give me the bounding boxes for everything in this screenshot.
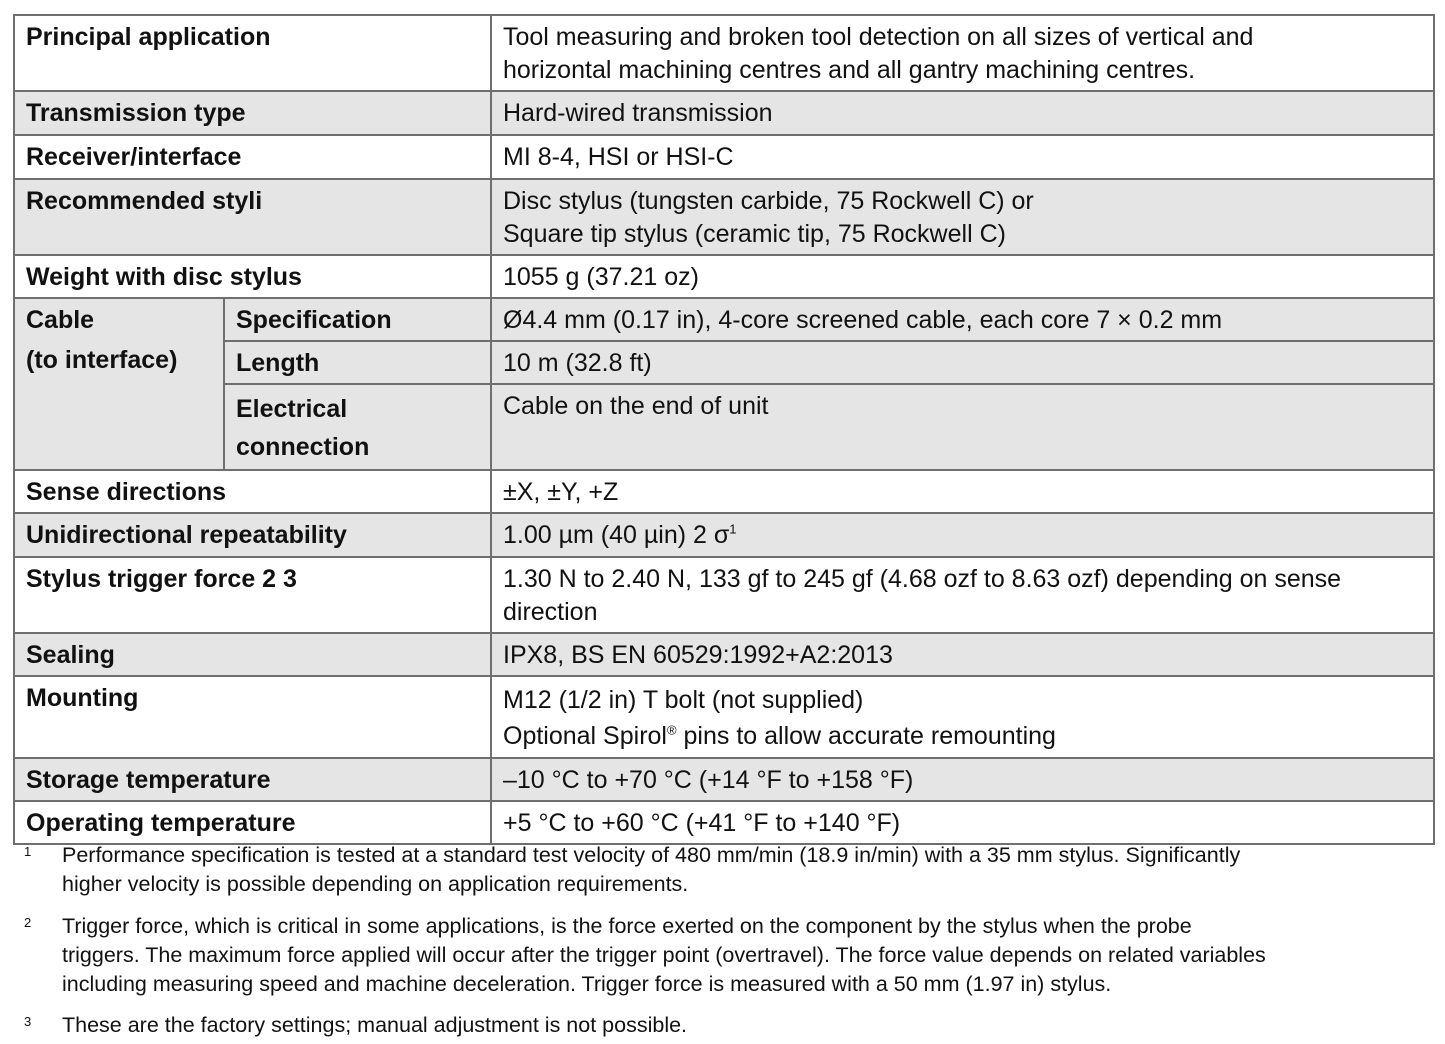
row-label: Sealing	[14, 633, 491, 676]
row-label: Weight with disc stylus	[14, 255, 491, 298]
row-value: –10 °C to +70 °C (+14 °F to +158 °F)	[491, 758, 1434, 801]
row-value: 10 m (32.8 ft)	[491, 341, 1434, 384]
value-line	[503, 718, 1423, 754]
specification-table	[13, 14, 1435, 845]
row-label: Stylus trigger force 2 3	[14, 557, 491, 633]
value-line: 1.30 N to 2.40 N, 133 gf to 245 gf (4.68 ozf to 8.63 ozf) depending on sense	[503, 565, 1342, 593]
footnote-number: 2	[24, 915, 32, 930]
footnote-line: including measuring speed and machine deceleration. Trigger force is measured with a 50 mm (1.97 in) stylus.	[62, 972, 1112, 996]
row-label: Principal application	[14, 15, 491, 91]
row-label: Operating temperature	[14, 801, 491, 844]
footnote	[24, 841, 1424, 899]
sub-label: Specification	[224, 298, 491, 341]
row-value	[491, 179, 1434, 255]
table-row	[14, 557, 1434, 633]
row-value: MI 8-4, HSI or HSI-C	[491, 135, 1434, 179]
row-label: Unidirectional repeatability	[14, 513, 491, 557]
table-row	[14, 91, 1434, 135]
cable-label-line: (to interface)	[26, 346, 178, 374]
row-value: IPX8, BS EN 60529:1992+A2:2013	[491, 633, 1434, 676]
row-value: Cable on the end of unit	[491, 384, 1434, 470]
footnote-number: 3	[24, 1014, 32, 1029]
row-label: Mounting	[14, 676, 491, 758]
row-value	[491, 676, 1434, 758]
table-row	[14, 676, 1434, 758]
footnote-line: Performance specification is tested at a standard test velocity of 480 mm/min (18.9 in/min) with a 35 mm stylus. Significantly	[62, 843, 1241, 867]
row-label: Transmission type	[14, 91, 491, 135]
value-line: horizontal machining centres and all gantry machining centres.	[503, 56, 1196, 84]
value-line: Tool measuring and broken tool detection on all sizes of vertical and	[503, 23, 1254, 51]
row-label: Receiver/interface	[14, 135, 491, 179]
table-row	[14, 15, 1434, 91]
value-text: 1.00 µm (40 µin) 2 σ	[503, 521, 730, 549]
sub-label	[224, 384, 491, 470]
value-line: direction	[503, 598, 598, 626]
value-line: M12 (1/2 in) T bolt (not supplied)	[503, 686, 864, 714]
table-row	[14, 298, 1434, 341]
value-text: pins to allow accurate remounting	[676, 722, 1056, 750]
sub-label-line: connection	[236, 433, 370, 461]
sub-label: Length	[224, 341, 491, 384]
footnote-line: These are the factory settings; manual adjustment is not possible.	[62, 1013, 688, 1037]
row-value: ±X, ±Y, +Z	[491, 470, 1434, 513]
table-row	[14, 255, 1434, 298]
footnote-number: 1	[24, 844, 32, 859]
table-row	[14, 135, 1434, 179]
row-value	[491, 15, 1434, 91]
table-row	[14, 341, 1434, 384]
footnote-line: triggers. The maximum force applied will occur after the trigger point (overtravel). The force value depends on related variables	[62, 943, 1266, 967]
row-label: Storage temperature	[14, 758, 491, 801]
table-row	[14, 384, 1434, 470]
table-row	[14, 470, 1434, 513]
row-value: +5 °C to +60 °C (+41 °F to +140 °F)	[491, 801, 1434, 844]
row-value	[491, 557, 1434, 633]
table-row	[14, 758, 1434, 801]
table-row	[14, 513, 1434, 557]
value-text: Optional Spirol	[503, 722, 667, 750]
table-row	[14, 801, 1434, 844]
footnote	[24, 1011, 1424, 1040]
cable-label	[14, 298, 224, 470]
row-value: Ø4.4 mm (0.17 in), 4-core screened cable, each core 7 × 0.2 mm	[491, 298, 1434, 341]
footnote-line: Trigger force, which is critical in some applications, is the force exerted on the component by the stylus when the probe	[62, 914, 1192, 938]
footnote-line: higher velocity is possible depending on application requirements.	[62, 872, 689, 896]
row-value: 1055 g (37.21 oz)	[491, 255, 1434, 298]
row-value	[491, 513, 1434, 557]
value-line: Disc stylus (tungsten carbide, 75 Rockwell C) or	[503, 187, 1034, 215]
row-value: Hard-wired transmission	[491, 91, 1434, 135]
sub-label-line: Electrical	[236, 395, 348, 423]
row-label: Recommended styli	[14, 179, 491, 255]
value-line: Square tip stylus (ceramic tip, 75 Rockwell C)	[503, 220, 1006, 248]
footnote	[24, 912, 1424, 999]
table-row	[14, 633, 1434, 676]
row-label: Sense directions	[14, 470, 491, 513]
registered-mark: ®	[666, 722, 677, 738]
cable-label-line: Cable	[26, 306, 95, 334]
footnote-ref: 1	[729, 521, 737, 537]
table-row	[14, 179, 1434, 255]
